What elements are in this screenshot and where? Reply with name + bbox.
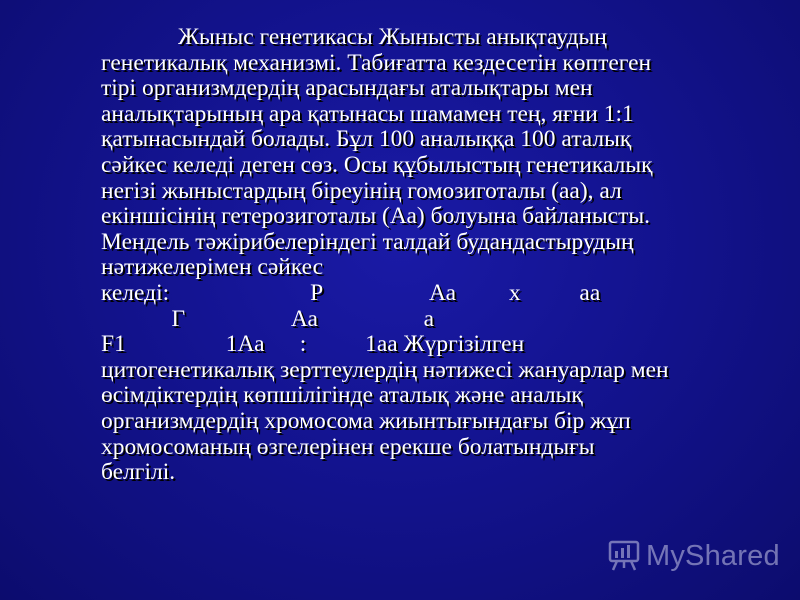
text-line: тірі организмдердің арасындағы аталықтары мен: [101, 75, 593, 102]
text-line: Г Аа а: [101, 305, 435, 332]
presentation-board-icon: [606, 539, 642, 573]
text-line: аналықтарының ара қатынасы шамамен тең, яғни 1:1: [101, 100, 634, 127]
text-line: келеді: Р Аа х аа: [101, 279, 601, 306]
myshared-watermark: [606, 536, 780, 576]
text-line: F1 1Аа : 1аа Жүргізілген: [101, 331, 525, 358]
text-line: Жыныс генетикасы Жынысты анықтаудың: [178, 24, 607, 50]
text-line: белгілі.: [101, 459, 176, 486]
text-line: хромосоманың өзгелерінен ерекше болатындығы: [101, 433, 595, 460]
text-line: негізі жыныстардың біреуінің гомозиготалы (аа), ал: [101, 177, 622, 204]
text-line: Мендель тәжірибелеріндегі талдай будандастырудың: [101, 228, 634, 255]
text-line: қатынасындай болады. Бұл 100 аналыққа 100 аталық: [101, 126, 632, 153]
text-line: өсімдіктердің көпшілігінде аталық және аналық: [101, 382, 583, 409]
text-line: цитогенетикалық зерттеулердің нәтижесі жануарлар мен: [101, 356, 669, 383]
watermark-text: MyShared: [646, 539, 780, 572]
text-line: генетикалық механизмі. Табиғатта кездесетін көптеген: [101, 49, 652, 76]
text-line: нәтижелерімен сәйкес: [101, 254, 324, 281]
text-line: екіншісінің гетерозиготалы (Аа) болуына байланысты.: [101, 203, 651, 230]
slide-body-text: [101, 25, 761, 486]
text-line: сәйкес келеді деген сөз. Осы құбылыстың генетикалық: [101, 151, 653, 178]
text-line: организмдердің хромосома жиынтығындағы бір жұп: [101, 407, 631, 434]
